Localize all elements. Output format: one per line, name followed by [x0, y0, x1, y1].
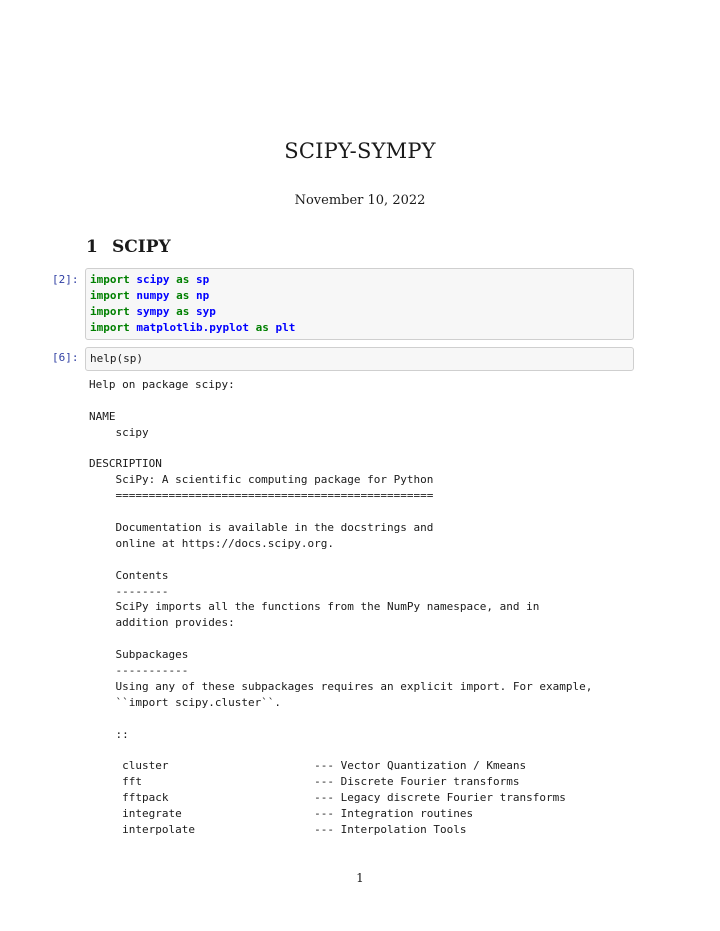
output-line: integrate --- Integration routines [89, 807, 474, 821]
output-line: Documentation is available in the docstrings and [89, 521, 434, 535]
page-number: 1 [356, 871, 364, 885]
code-line: import matplotlib.pyplot as plt [90, 321, 296, 334]
output-line [89, 631, 592, 647]
section-title: SCIPY [112, 237, 171, 257]
output-line: -------- [89, 584, 169, 598]
section-number: 1 [86, 237, 98, 257]
output-line: ================================================ [89, 489, 434, 503]
code-line: help(sp) [90, 352, 143, 365]
document-date: November 10, 2022 [294, 193, 426, 208]
output-line [89, 393, 592, 409]
output-line [89, 504, 592, 520]
output-line: Subpackages [89, 648, 189, 662]
output-line: NAME [89, 409, 116, 423]
code-line: import scipy as sp [90, 273, 210, 286]
output-line: addition provides: [89, 616, 235, 630]
output-line: interpolate --- Interpolation Tools [89, 822, 467, 836]
output-line: scipy [89, 425, 149, 439]
output-line: DESCRIPTION [89, 457, 162, 471]
output-line [89, 441, 592, 457]
document-title: SCIPY-SYMPY [284, 139, 436, 163]
cell-prompt-help: [6]: [52, 351, 79, 364]
output-line: cluster --- Vector Quantization / Kmeans [89, 759, 527, 773]
cell-prompt-imports: [2]: [52, 273, 79, 286]
output-line [89, 742, 592, 758]
output-line: ``import scipy.cluster``. [89, 695, 282, 709]
output-line [89, 552, 592, 568]
code-cell-imports[interactable] [85, 268, 634, 340]
output-line: SciPy: A scientific computing package for Python [89, 473, 434, 487]
code-cell-help[interactable] [85, 347, 634, 371]
code-line: import numpy as np [90, 289, 210, 302]
output-line: fftpack --- Legacy discrete Fourier transforms [89, 791, 566, 805]
output-line: SciPy imports all the functions from the NumPy namespace, and in [89, 600, 540, 614]
code-line: import sympy as syp [90, 305, 216, 318]
output-line: :: [89, 727, 129, 741]
output-line: online at https://docs.scipy.org. [89, 536, 335, 550]
output-line: Help on package scipy: [89, 378, 235, 391]
output-line [89, 711, 592, 727]
output-line: fft --- Discrete Fourier transforms [89, 775, 520, 789]
cell-output [89, 377, 592, 838]
section-heading [86, 235, 171, 259]
output-line: ----------- [89, 664, 189, 678]
output-line: Using any of these subpackages requires an explicit import. For example, [89, 679, 593, 693]
output-line: Contents [89, 568, 169, 582]
